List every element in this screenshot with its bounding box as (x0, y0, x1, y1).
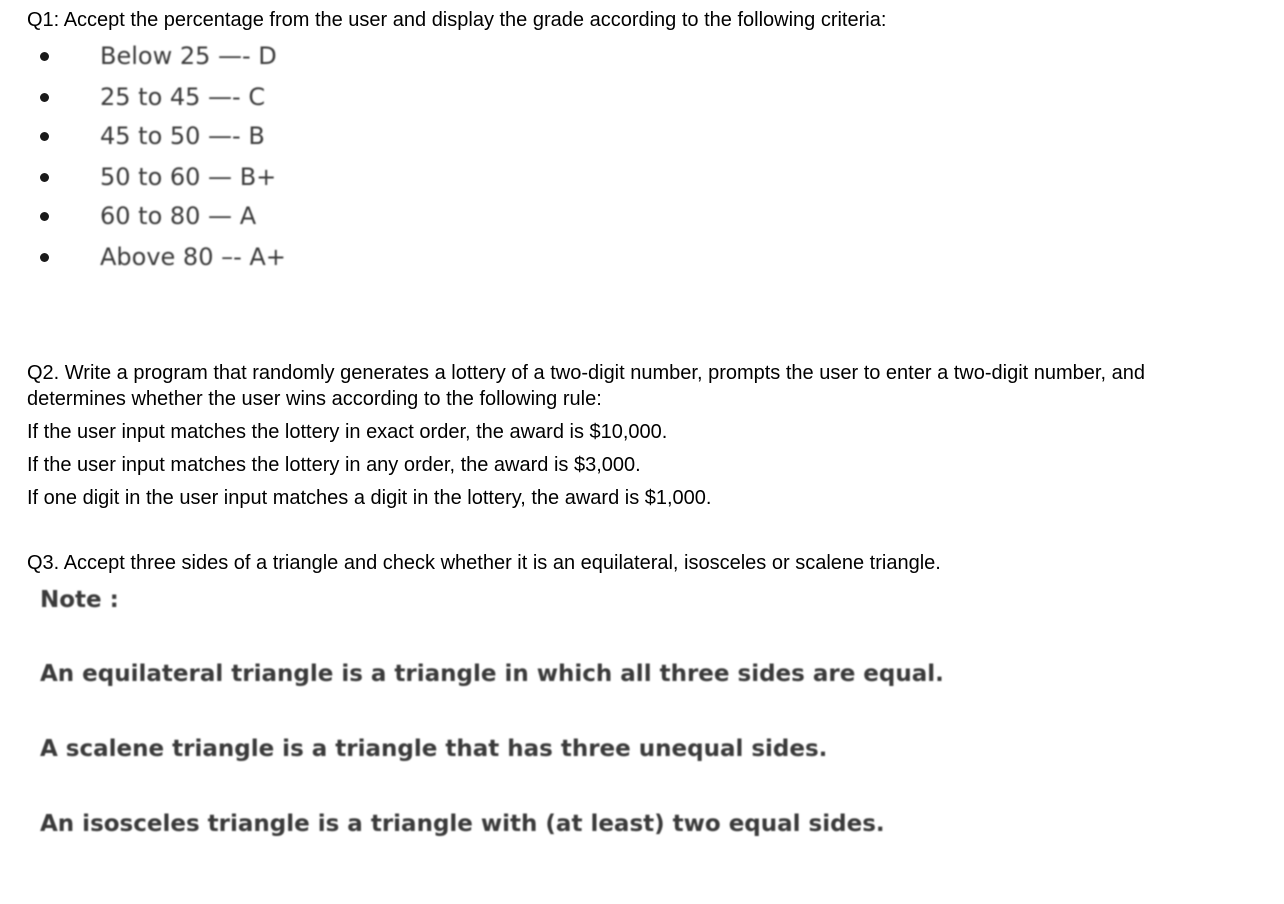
list-item (0, 162, 400, 192)
note-isosceles: An isosceles triangle is a triangle with (at least) two equal sides. (40, 811, 885, 837)
grade-criterion: Above 80 –- A+ (100, 243, 286, 271)
bullet-icon (40, 132, 49, 141)
grade-criterion: 50 to 60 — B+ (100, 163, 277, 191)
list-item (0, 82, 400, 112)
note-equilateral: An equilateral triangle is a triangle in which all three sides are equal. (40, 661, 944, 687)
q3-question: Q3. Accept three sides of a triangle and check whether it is an equilateral, isosceles or scalene triangle. (27, 552, 941, 574)
bullet-icon (40, 173, 49, 182)
grade-criterion: 60 to 80 — A (100, 202, 257, 230)
q2-question: Q2. Write a program that randomly generates a lottery of a two-digit number, prompts the user to enter a two-digit number, and determines whether the user wins according to the following rule: (27, 362, 1145, 410)
list-item (0, 41, 400, 71)
q1-question: Q1: Accept the percentage from the user and display the grade according to the following criteria: (27, 9, 887, 31)
list-item (0, 121, 400, 151)
list-item (0, 201, 400, 231)
bullet-icon (40, 253, 49, 262)
list-item (0, 242, 400, 272)
note-label: Note : (40, 587, 119, 613)
q2-rule-any-order: If the user input matches the lottery in any order, the award is $3,000. (27, 454, 641, 476)
note-scalene: A scalene triangle is a triangle that has three unequal sides. (40, 736, 828, 762)
bullet-icon (40, 52, 49, 61)
grade-criterion: 25 to 45 —- C (100, 83, 266, 111)
bullet-icon (40, 212, 49, 221)
bullet-icon (40, 93, 49, 102)
grade-criterion: Below 25 —- D (100, 42, 277, 70)
q2-rule-one-digit: If one digit in the user input matches a digit in the lottery, the award is $1,000. (27, 487, 712, 509)
grade-criterion: 45 to 50 —- B (100, 122, 265, 150)
q2-rule-exact-order: If the user input matches the lottery in exact order, the award is $10,000. (27, 421, 668, 443)
